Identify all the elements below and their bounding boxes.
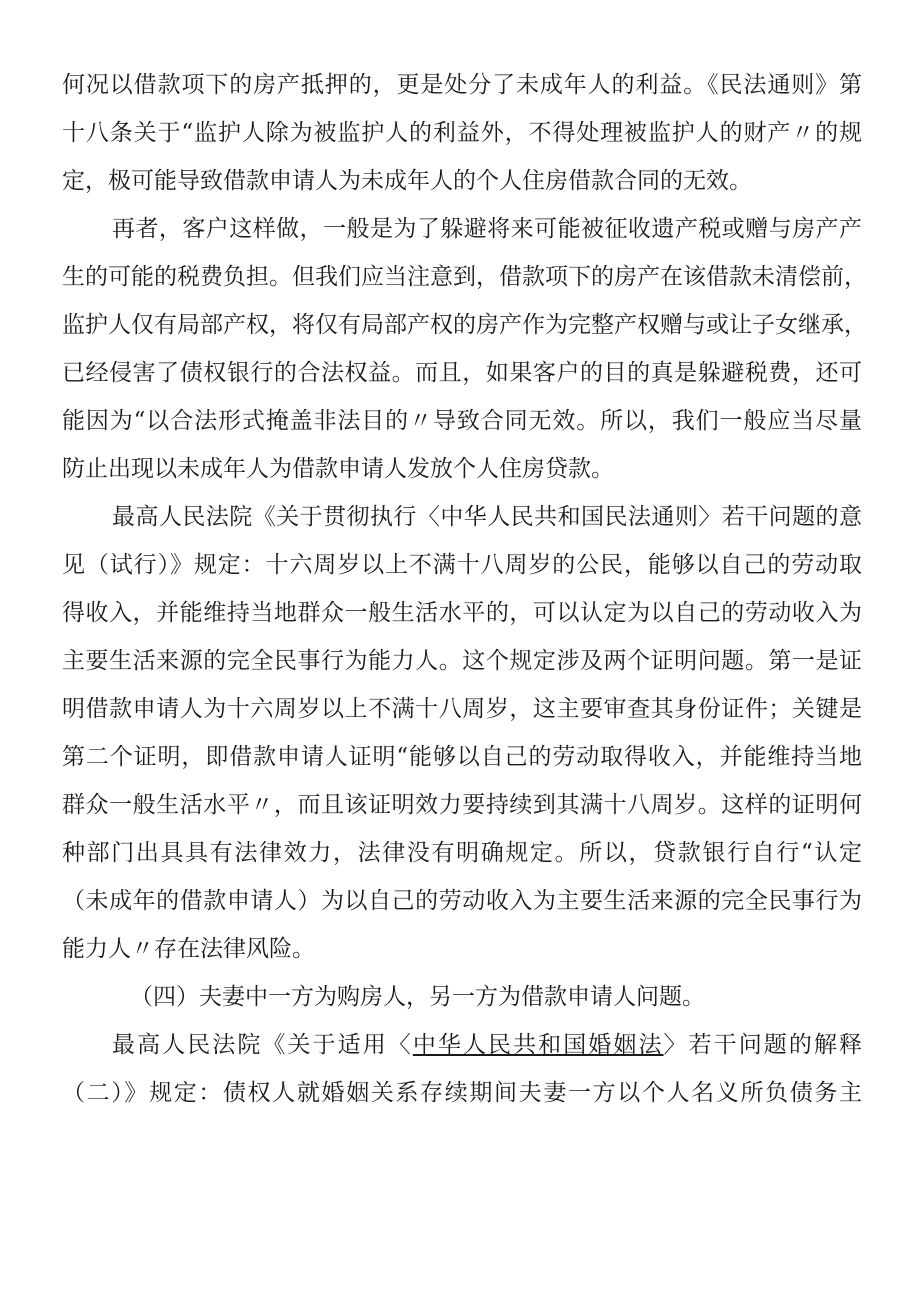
paragraph-5-line-1 xyxy=(112,1030,862,1060)
paragraph-2-line-1: 再者，客户这样做，一般是为了躲避将来可能被征收遗产税或赠与房产产 xyxy=(112,216,862,242)
paragraph-3-line-4: 主要生活来源的完全民事行为能力人。这个规定涉及两个证明问题。第一是证 xyxy=(62,648,862,674)
paragraph-2-line-4: 已经侵害了债权银行的合法权益。而且，如果客户的目的真是躲避税费，还可 xyxy=(62,360,862,386)
paragraph-2-line-2: 生的可能的税费负担。但我们应当注意到，借款项下的房产在该借款未清偿前， xyxy=(62,264,867,290)
paragraph-5-prefix: 最高人民法院《关于适用〈 xyxy=(112,1032,413,1058)
paragraph-3-line-10: 能力人〃存在法律风险。 xyxy=(62,936,315,962)
paragraph-3-line-6: 第二个证明，即借款申请人证明“能够以自己的劳动取得收入，并能维持当地 xyxy=(62,744,862,770)
law-title-link[interactable]: 中华人民共和国婚姻法 xyxy=(412,1032,664,1058)
paragraph-3-line-8: 种部门出具具有法律效力，法律没有明确规定。所以，贷款银行自行“认定 xyxy=(62,840,862,866)
paragraph-3-line-9: （未成年的借款申请人）为以自己的劳动收入为主要生活来源的完全民事行为 xyxy=(62,888,862,914)
paragraph-3-line-3: 得收入，并能维持当地群众一般生活水平的，可以认定为以自己的劳动收入为 xyxy=(62,600,862,626)
paragraph-5-line-2: （二）》规定：债权人就婚姻关系存续期间夫妻一方以个人名义所负债务主 xyxy=(62,1080,862,1106)
paragraph-1-line-3: 定，极可能导致借款申请人为未成年人的个人住房借款合同的无效。 xyxy=(62,168,752,194)
paragraph-3-line-7: 群众一般生活水平〃，而且该证明效力要持续到其满十八周岁。这样的证明何 xyxy=(62,792,862,818)
section-heading-4: （四）夫妻中一方为购房人，另一方为借款申请人问题。 xyxy=(130,984,705,1010)
paragraph-2-line-5: 能因为“以合法形式掩盖非法目的〃导致合同无效。所以，我们一般应当尽量 xyxy=(62,408,862,434)
paragraph-3-line-1: 最高人民法院《关于贯彻执行〈中华人民共和国民法通则〉若干问题的意 xyxy=(112,504,862,530)
paragraph-2-line-3: 监护人仅有局部产权，将仅有局部产权的房产作为完整产权赠与或让子女继承， xyxy=(62,312,867,338)
paragraph-2-line-6: 防止出现以未成年人为借款申请人发放个人住房贷款。 xyxy=(62,456,614,482)
paragraph-1-line-2: 十八条关于“监护人除为被监护人的利益外，不得处理被监护人的财产〃的规 xyxy=(62,120,862,146)
paragraph-3-line-5: 明借款申请人为十六周岁以上不满十八周岁，这主要审查其身份证件；关键是 xyxy=(62,696,862,722)
paragraph-3-line-2: 见（试行）》规定：十六周岁以上不满十八周岁的公民，能够以自己的劳动取 xyxy=(62,552,862,578)
paragraph-1-line-1: 何况以借款项下的房产抵押的，更是处分了未成年人的利益。《民法通则》第 xyxy=(62,72,862,98)
paragraph-5-suffix: 〉若干问题的解释 xyxy=(663,1032,863,1058)
